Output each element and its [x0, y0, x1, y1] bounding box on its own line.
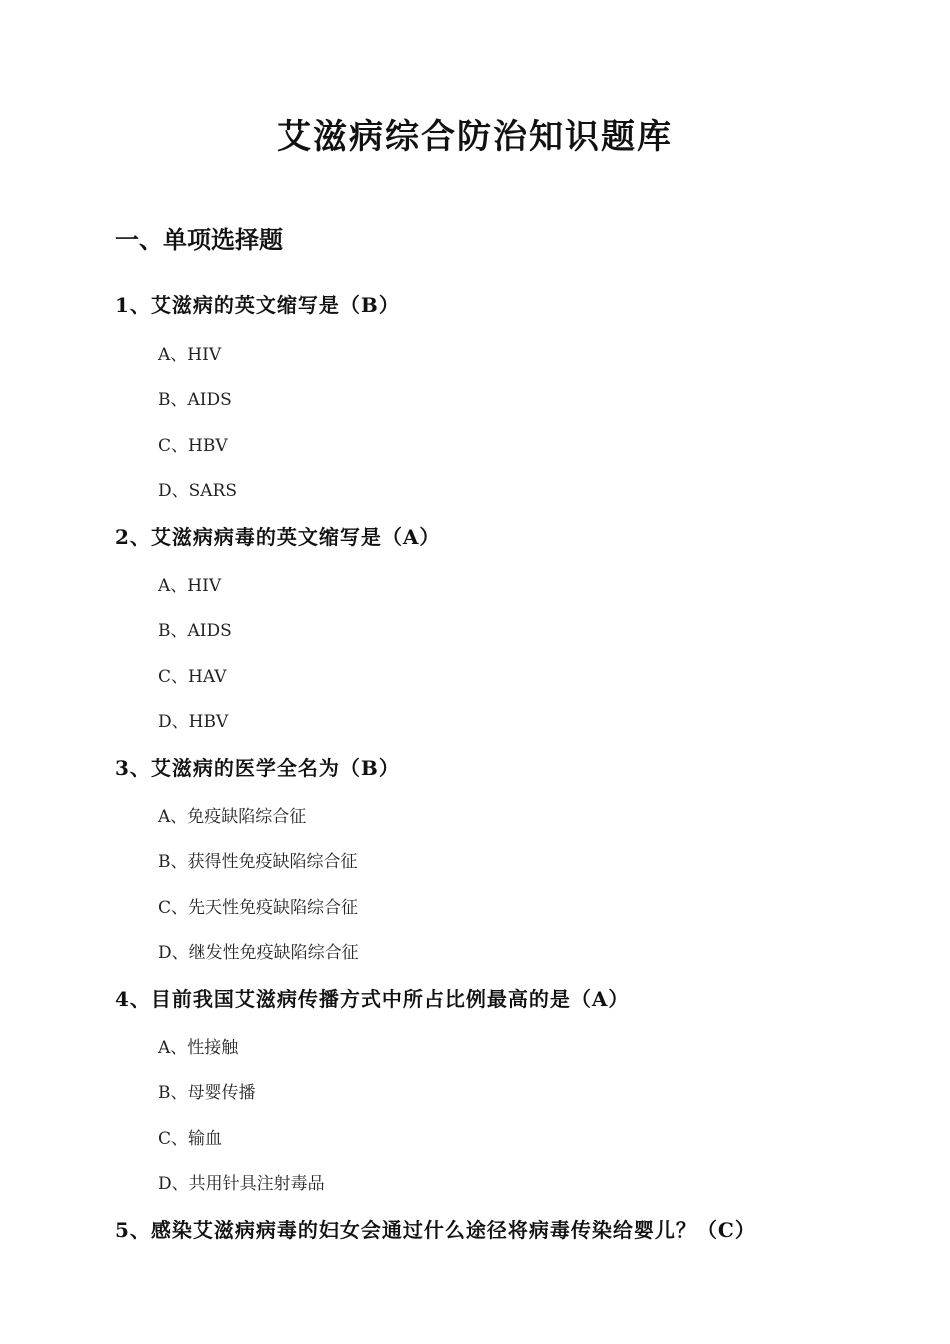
document-title: 艾滋病综合防治知识题库 [277, 117, 673, 157]
section-heading: 一、单项选择题 [115, 225, 283, 254]
answer-option: B、AIDS [158, 621, 232, 641]
question-stem: 5、感染艾滋病病毒的妇女会通过什么途径将病毒传染给婴儿？（C） [115, 1218, 756, 1242]
answer-option: A、HIV [158, 576, 222, 596]
answer-option: C、HAV [158, 667, 227, 687]
answer-option: D、SARS [158, 481, 237, 501]
question-stem: 4、目前我国艾滋病传播方式中所占比例最高的是（A） [115, 987, 630, 1011]
question-stem: 1、艾滋病的英文缩写是（B） [115, 293, 400, 317]
answer-option: D、继发性免疫缺陷综合征 [158, 943, 359, 963]
answer-option: B、获得性免疫缺陷综合征 [158, 852, 358, 872]
answer-option: D、共用针具注射毒品 [158, 1174, 325, 1194]
answer-option: C、先天性免疫缺陷综合征 [158, 898, 359, 918]
answer-option: B、AIDS [158, 390, 232, 410]
answer-option: C、输血 [158, 1129, 223, 1149]
answer-option: B、母婴传播 [158, 1083, 256, 1103]
question-stem: 2、艾滋病病毒的英文缩写是（A） [115, 525, 441, 549]
answer-option: A、HIV [158, 345, 222, 365]
question-stem: 3、艾滋病的医学全名为（B） [115, 756, 400, 780]
answer-option: C、HBV [158, 436, 228, 456]
answer-option: A、性接触 [158, 1038, 239, 1058]
answer-option: D、HBV [158, 712, 229, 732]
answer-option: A、免疫缺陷综合征 [158, 807, 307, 827]
